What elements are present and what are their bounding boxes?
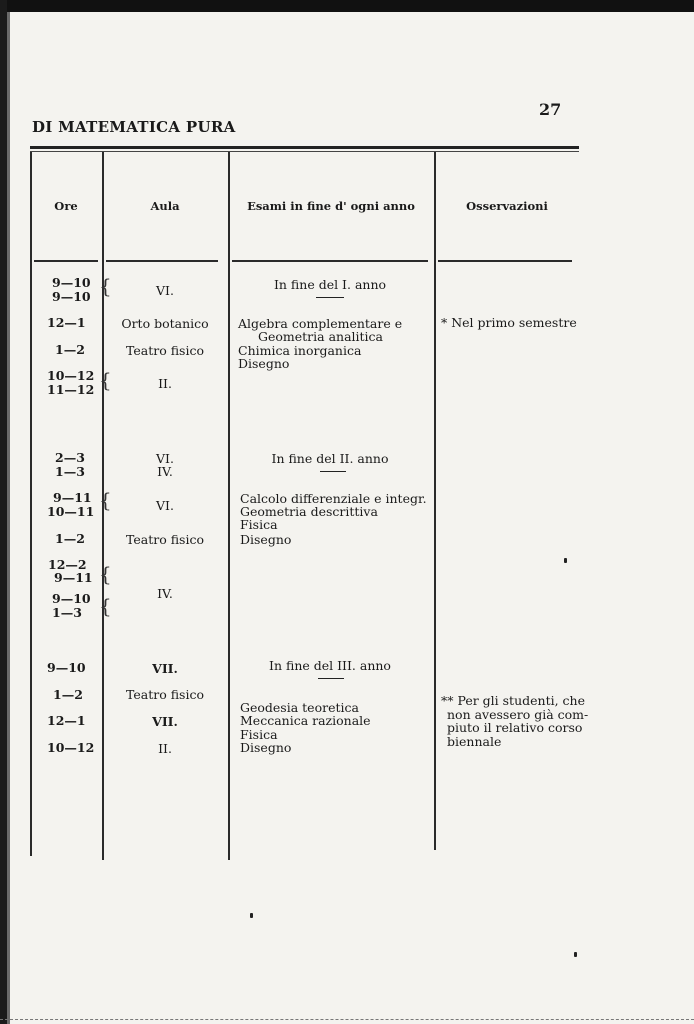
osservazione-note-line: non avessero già com- xyxy=(447,707,589,722)
osservazione-note-line: piuto il relativo corso xyxy=(447,720,583,735)
scan-left-edge-shadow xyxy=(7,12,10,1024)
year-1-heading-dash xyxy=(316,297,344,298)
aula-cell: Orto botanico xyxy=(121,316,209,331)
running-header: DI MATEMATICA PURA xyxy=(32,118,236,136)
ore-cell: 1—2 xyxy=(55,342,85,357)
esame-line: Meccanica razionale xyxy=(240,713,371,728)
header-underline-oss xyxy=(438,260,572,262)
ore-cell: 1—2 xyxy=(53,687,83,702)
header-underline-esami xyxy=(232,260,428,262)
osservazione-note: * Nel primo semestre xyxy=(441,315,577,330)
aula-cell: Teatro fisico xyxy=(126,687,204,702)
ore-cell: 12—1 xyxy=(47,315,86,330)
esame-line: Fisica xyxy=(240,517,278,532)
brace-glyph: { xyxy=(99,594,112,618)
col-rule-3 xyxy=(434,152,436,850)
header-rule-thin xyxy=(30,151,579,152)
aula-cell: Teatro fisico xyxy=(126,343,204,358)
ore-cell: 10—12 xyxy=(47,740,95,755)
scan-top-edge xyxy=(0,0,694,12)
ore-cell: 12—1 xyxy=(47,713,86,728)
col-rule-0 xyxy=(30,152,32,856)
col-rule-2 xyxy=(228,152,230,860)
esame-line: Geodesia teoretica xyxy=(240,700,359,715)
year-3-heading: In fine del III. anno xyxy=(269,658,391,673)
ore-cell: 1—2 xyxy=(55,531,85,546)
esame-line: Geometria analitica xyxy=(258,329,384,344)
column-header-ore: Ore xyxy=(54,199,78,213)
ink-speck xyxy=(250,913,253,918)
ore-cell: 10—12 xyxy=(47,368,95,383)
ore-cell: 9—11 xyxy=(53,490,92,505)
aula-cell: VI. xyxy=(156,498,174,513)
header-underline-ore xyxy=(34,260,98,262)
aula-cell: VI. xyxy=(156,451,174,466)
year-1-heading: In fine del I. anno xyxy=(273,277,387,292)
aula-cell: Teatro fisico xyxy=(126,532,204,547)
brace-glyph: { xyxy=(99,562,112,586)
year-3-heading-dash xyxy=(318,678,344,679)
aula-cell: II. xyxy=(158,741,172,756)
ore-cell: 12—2 xyxy=(48,557,87,572)
column-header-aula: Aula xyxy=(150,199,180,213)
ore-cell: 11—12 xyxy=(47,382,95,397)
esame-line: Calcolo differenziale e integr. xyxy=(240,491,427,506)
page-number: 27 xyxy=(539,100,562,119)
year-2-heading-dash xyxy=(320,471,346,472)
esame-line: Disegno xyxy=(240,532,292,547)
ore-cell: 9—10 xyxy=(47,660,86,675)
ore-cell: 9—10 xyxy=(52,591,91,606)
scan-left-edge xyxy=(0,0,7,1024)
osservazione-note-line: biennale xyxy=(447,734,502,749)
scan-bottom-edge xyxy=(0,1019,694,1021)
ore-cell: 10—11 xyxy=(47,504,95,519)
aula-cell: VI. xyxy=(156,283,174,298)
aula-cell: II. xyxy=(158,376,172,391)
ore-cell: 2—3 xyxy=(55,450,85,465)
header-underline-aula xyxy=(106,260,218,262)
ore-cell: 9—10 xyxy=(52,289,91,304)
ore-cell: 1—3 xyxy=(52,605,82,620)
aula-cell: IV. xyxy=(157,586,173,601)
header-rule-thick xyxy=(30,146,579,149)
ore-cell: 9—10 xyxy=(52,275,91,290)
esame-line: Algebra complementare e xyxy=(238,316,403,331)
column-header-esami: Esami in fine d' ogni anno xyxy=(247,199,415,213)
column-header-osservazioni: Osservazioni xyxy=(466,199,548,213)
ore-cell: 1—3 xyxy=(55,464,85,479)
brace-glyph: { xyxy=(99,488,112,512)
aula-cell: VII. xyxy=(152,714,178,729)
brace-glyph: { xyxy=(99,274,112,298)
ink-speck xyxy=(574,952,577,957)
esame-line: Disegno xyxy=(238,356,290,371)
ink-speck xyxy=(564,558,567,563)
osservazione-note-line: ** Per gli studenti, che xyxy=(441,693,585,708)
ore-cell: 9—11 xyxy=(54,570,93,585)
year-2-heading: In fine del II. anno xyxy=(271,451,389,466)
aula-cell: VII. xyxy=(152,661,178,676)
esame-line: Disegno xyxy=(240,740,292,755)
esame-line: Chimica inorganica xyxy=(238,343,362,358)
esame-line: Fisica xyxy=(240,727,278,742)
aula-cell: IV. xyxy=(157,464,173,479)
brace-glyph: { xyxy=(99,368,112,392)
esame-line: Geometria descrittiva xyxy=(240,504,378,519)
